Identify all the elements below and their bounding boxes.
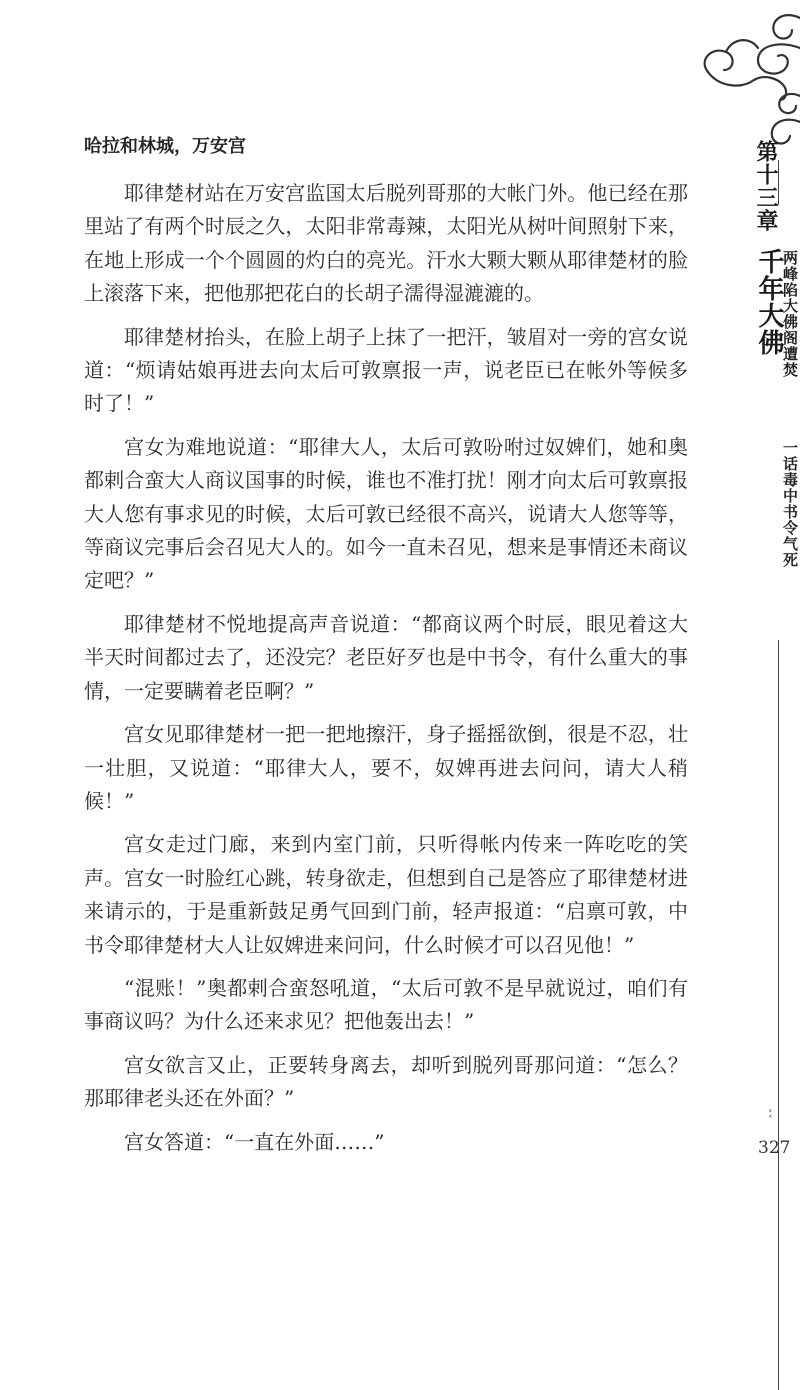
margin-rule — [778, 640, 779, 1390]
page-number: 327 — [758, 1138, 791, 1158]
chapter-subtitle-2: 一话毒中书令气死 — [781, 440, 799, 568]
paragraph: 耶律楚材不悦地提高声音说道：“都商议两个时辰，眼见着这大半天时间都过去了，还没完？老臣好歹也是中书令，有什么重大的事情，一定要瞒着老臣啊？” — [84, 611, 688, 703]
chevron-down-icon: ˅˅ — [760, 1108, 773, 1119]
paragraph: “混账！”奥都剌合蛮怒吼道，“太后可敦不是早就说过，咱们有事商议吗？为什么还来求见？把他轰出去！” — [84, 975, 688, 1034]
chapter-number: 第十三章 — [753, 140, 779, 232]
chapter-title: 千年大佛 — [754, 248, 784, 356]
body-text — [84, 134, 688, 1169]
section-heading: 哈拉和林城，万安宫 — [84, 136, 246, 157]
paragraph: 宫女答道：“一直在外面……” — [124, 1129, 385, 1154]
paragraph: 耶律楚材站在万安宫监国太后脱列哥那的大帐门外。他已经在那里站了有两个时辰之久，太阳非常毒辣，太阳光从树叶间照射下来，在地上形成一个个圆圆的灼白的亮光。汗水大颗大颗从耶律楚材的脸上滚落下来，把他那把花白的长胡子濡得湿漉漉的。 — [84, 181, 688, 306]
paragraph: 宫女走过门廊，来到内室门前，只听得帐内传来一阵吃吃的笑声。宫女一时脸红心跳，转身欲走，但想到自己是答应了耶律楚材进来请示的，于是重新鼓足勇气回到门前，轻声报道：“启禀可敦，中书令耶律楚材大人让奴婢进来问问，什么时候才可以召见他！” — [84, 832, 688, 957]
paragraph: 宫女见耶律楚材一把一把地擦汗，身子摇摇欲倒，很是不忍，壮一壮胆，又说道：“耶律大人，要不，奴婢再进去问问，请大人稍候！” — [84, 722, 688, 813]
paragraph: 宫女欲言又止，正要转身离去，却听到脱列哥那问道：“怎么？那耶律老头还在外面？” — [84, 1052, 688, 1111]
paragraph: 宫女为难地说道：“耶律大人，太后可敦吩咐过奴婢们，她和奥都剌合蛮大人商议国事的时候，谁也不准打扰！刚才向太后可敦禀报大人您有事求见的时候，太后可敦已经很不高兴，说请大人您等等，等商议完事后会召见大人的。如今一直未召见，想来是事情还未商议定吧？” — [84, 434, 688, 593]
cloud-ornament-icon — [688, 0, 800, 160]
chapter-subtitle-1: 两峰陷大佛阁遭焚 — [781, 250, 799, 378]
paragraph: 耶律楚材抬头，在脸上胡子上抹了一把汗，皱眉对一旁的宫女说道：“烦请姑娘再进去向太后可敦禀报一声，说老臣已在帐外等候多时了！” — [84, 324, 688, 416]
